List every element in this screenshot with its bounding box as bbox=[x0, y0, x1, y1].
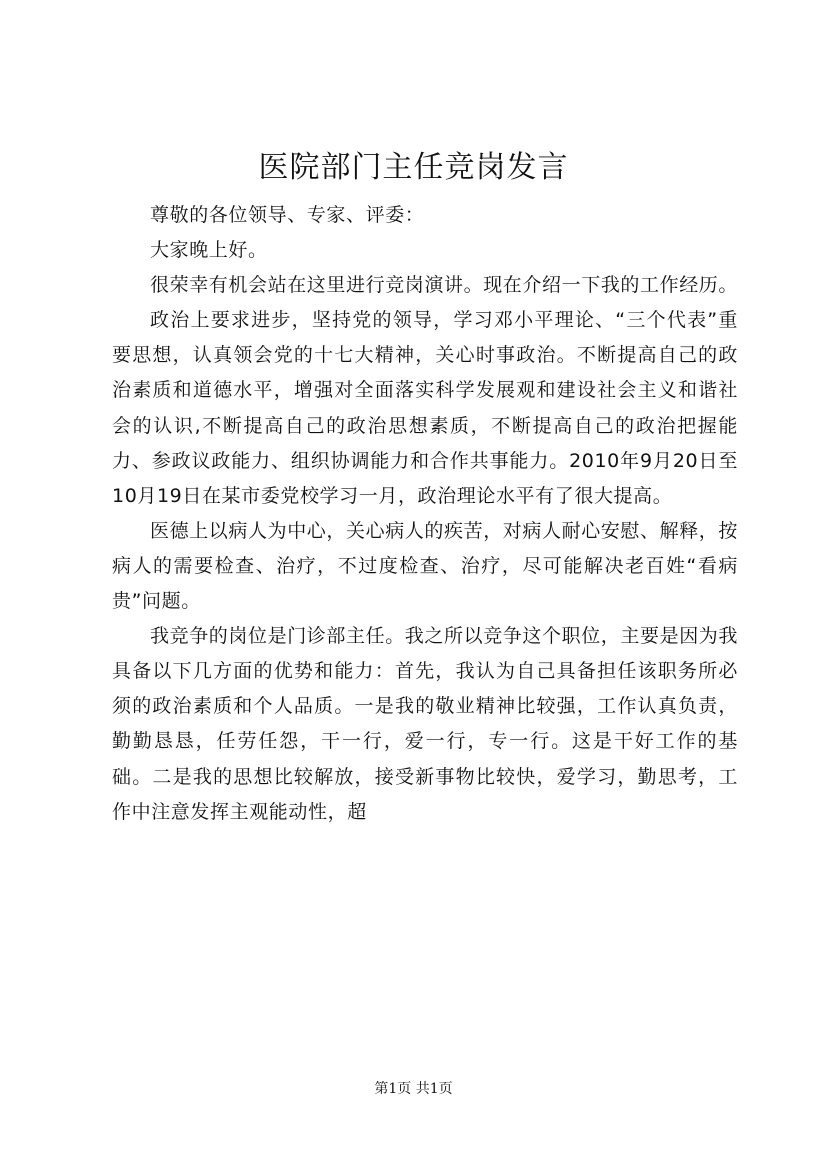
intro-paragraph: 很荣幸有机会站在这里进行竞岗演讲。现在介绍一下我的工作经历。 bbox=[150, 274, 739, 297]
medical-ethics-paragraph: 医德上以病人为中心，关心病人的疾苦，对病人耐心安慰、解释，按病人的需要检查、治疗，不过度检查、治疗，尽可能解决老百姓“看病贵”问题。 bbox=[112, 519, 739, 613]
page-number-footer: 第1页 共1页 bbox=[374, 1081, 453, 1097]
document-body bbox=[112, 198, 738, 830]
greeting-paragraph: 大家晚上好。 bbox=[150, 239, 268, 262]
politics-paragraph: 政治上要求进步，坚持党的领导，学习邓小平理论、“三个代表”重要思想，认真领会党的十七大精神，关心时事政治。不断提高自己的政治素质和道德水平，增强对全面落实科学发展观和建设社会主义和谐社会的认识,不断提高自己的政治思想素质，不断提高自己的政治把握能力、参政议政能力、组织协调能力和合作共事能力。2010年9月20日至10月19日在某市委党校学习一月，政治理论水平有了很大提高。 bbox=[112, 309, 738, 507]
position-paragraph: 我竞争的岗位是门诊部主任。我之所以竞争这个职位，主要是因为我具备以下几方面的优势和能力：首先，我认为自己具备担任该职务所必须的政治素质和个人品质。一是我的敬业精神比较强，工作认真负责，勤勤恳恳，任劳任怨，干一行，爱一行，专一行。这是干好工作的基础。二是我的思想比较解放，接受新事物比较快，爱学习，勤思考，工作中注意发挥主观能动性，超 bbox=[112, 625, 739, 823]
document-title: 医院部门主任竞岗发言 bbox=[258, 150, 569, 185]
salutation-paragraph: 尊敬的各位领导、专家、评委： bbox=[150, 204, 425, 226]
